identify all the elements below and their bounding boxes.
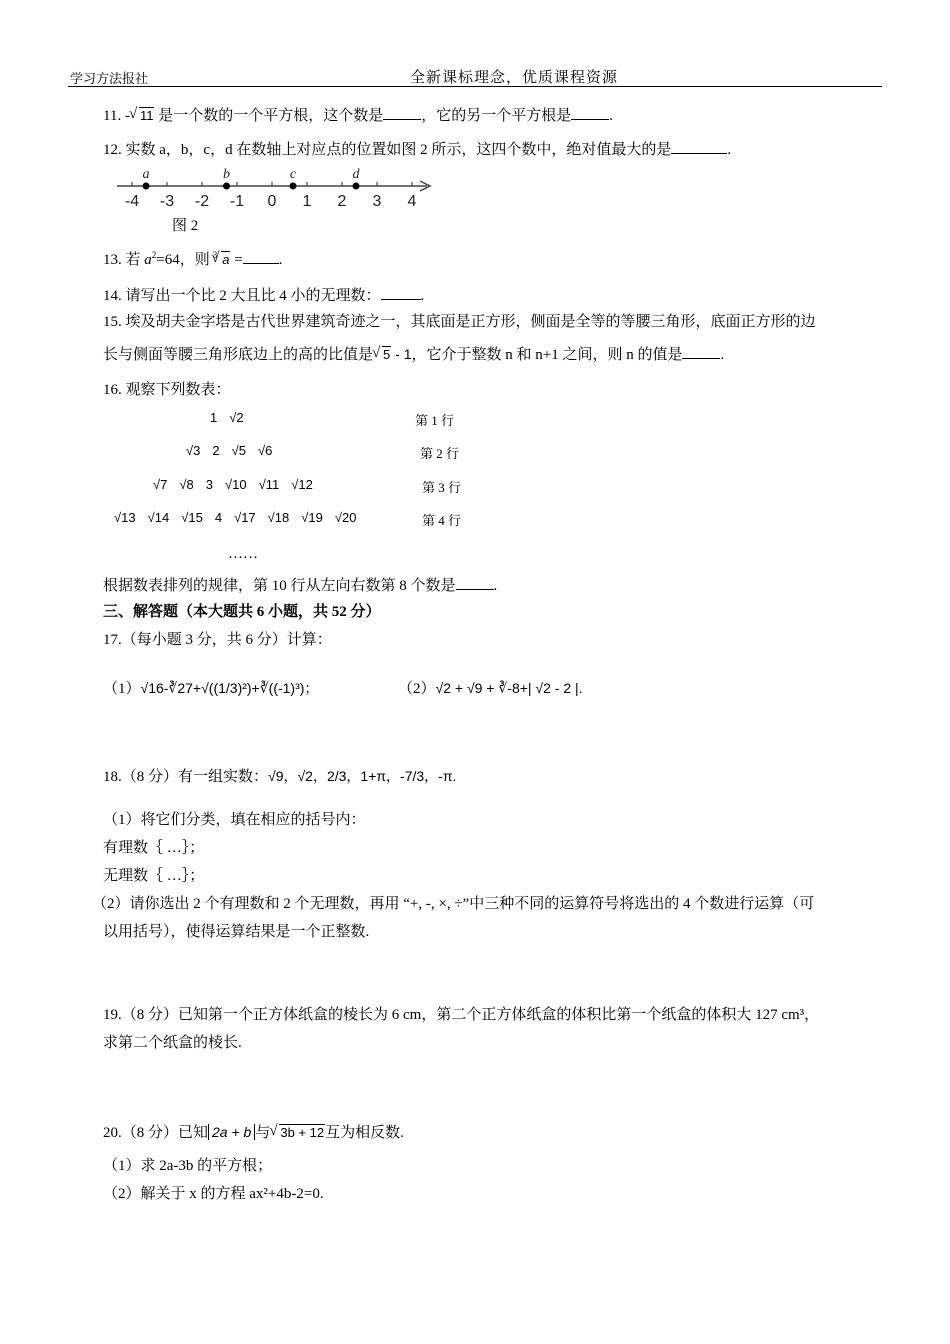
row-label-1: 第 1 行 <box>415 413 455 428</box>
answer-blank[interactable] <box>571 119 609 120</box>
abs-value: 2a + b <box>208 1124 255 1140</box>
question-18-part1: （1）将它们分类，填在相应的括号内： <box>103 812 366 828</box>
question-15-line2: 长与侧面等腰三角形底边上的高的比值是√ 5 - 1，它介于整数 n 和 n+1 之间，则 n 的值是 . <box>103 343 724 364</box>
question-13: 13. 若 $a^2=64$，则 $^3$√ a = . <box>103 248 282 269</box>
rational-set: 有理数｛ …｝； <box>103 840 205 856</box>
question-18-part2-line2: 以用括号），使得运算结果是一个正整数. <box>103 924 370 940</box>
tick-label: -4 <box>124 193 140 210</box>
tick-label: 3 <box>372 193 382 210</box>
row-label-2: 第 2 行 <box>420 446 460 461</box>
answer-blank[interactable] <box>243 263 279 264</box>
tick-label: 4 <box>407 193 417 210</box>
point-label-d: d <box>352 167 360 182</box>
header-slogan: 全新课标理念，优质课程资源 <box>410 70 619 86</box>
point-label-b: b <box>223 167 230 182</box>
table-ellipsis: …… <box>228 546 258 562</box>
row-label-4: 第 4 行 <box>422 513 462 528</box>
cube-root-a: √ a <box>213 252 230 269</box>
tick-label: -3 <box>159 193 175 210</box>
point-label-c: c <box>289 167 297 182</box>
question-15-line1: 15. 埃及胡夫金字塔是古代世界建筑奇迹之一，其底面是正方形，侧面是全等的等腰三角形，底面正方形的边 <box>103 314 816 330</box>
tick-label: 0 <box>267 193 277 210</box>
point-c <box>290 183 297 190</box>
answer-blank[interactable] <box>383 119 421 120</box>
point-d <box>353 183 360 190</box>
question-17-title: 17.（每小题 3 分，共 6 分）计算： <box>103 632 332 648</box>
sqrt-11: √ 11 <box>131 108 155 125</box>
number-line-figure <box>112 162 442 212</box>
tick-label: 1 <box>302 193 312 210</box>
question-17-part1: （1）√16-∛27+√((1/3)²)+∛((-1)³)； <box>103 680 319 697</box>
tick-label: 2 <box>337 193 347 210</box>
header-publisher: 学习方法报社 <box>70 71 149 86</box>
tick-label: -1 <box>229 193 245 210</box>
tick-label: -2 <box>194 193 210 210</box>
answer-blank[interactable] <box>671 153 727 154</box>
row-label-3: 第 3 行 <box>422 480 462 495</box>
table-row-4: √13 √14 √15 4 √17 √18 √19 √20 <box>114 510 357 525</box>
question-11: 11. -√ 11 是一个数的一个平方根，这个数是 ，它的另一个平方根是 . <box>103 104 613 125</box>
point-a <box>143 183 150 190</box>
question-20-title: 20.（8 分）已知 2a + b 与√ 3b + 12互为相反数. <box>103 1121 404 1142</box>
table-row-3: √7 √8 3 √10 √11 √12 <box>153 477 313 492</box>
question-20-part2: （2）解关于 x 的方程 ax²+4b-2=0. <box>103 1186 324 1202</box>
question-18-title: 18.（8 分）有一组实数：√9，√2，2/3，1+π，-7/3，-π. <box>103 768 457 785</box>
irrational-set: 无理数｛ …｝； <box>103 868 205 884</box>
point-label-a: a <box>142 167 150 182</box>
question-16-ask: 根据数表排列的规律，第 10 行从左向右数第 8 个数是 . <box>103 578 498 594</box>
question-14: 14. 请写出一个比 2 大且比 4 小的无理数： . <box>103 288 425 304</box>
figure-caption: 图 2 <box>172 218 199 234</box>
question-19-line1: 19.（8 分）已知第一个正方体纸盒的棱长为 6 cm，第二个正方体纸盒的体积比第一个纸盒的体积大 127 cm³， <box>103 1007 820 1023</box>
table-row-1: 1 √2 <box>210 410 244 425</box>
answer-blank[interactable] <box>456 589 494 590</box>
sqrt-5: √ 5 <box>374 347 391 364</box>
point-b <box>223 183 230 190</box>
question-18-part2-line1: （2）请你选出 2 个有理数和 2 个无理数，再用 “+, -, ×, ÷”中三种不同的运算符号将选出的 4 个数进行运算（可 <box>92 896 815 912</box>
question-17-part2: （2）√2 + √9 + ∛-8+| √2 - 2 |. <box>398 680 583 697</box>
table-row-2: √3 2 √5 √6 <box>186 443 273 458</box>
question-20-part1: （1）求 2a-3b 的平方根； <box>103 1158 273 1174</box>
answer-blank[interactable] <box>381 299 421 300</box>
question-12: 12. 实数 a，b，c，d 在数轴上对应点的位置如图 2 所示，这四个数中，绝对值最大的是 . <box>103 142 732 158</box>
question-16-title: 16. 观察下列数表： <box>103 382 231 398</box>
sqrt-3b-12: √ 3b + 12 <box>271 1125 325 1142</box>
question-19-line2: 求第二个纸盒的棱长. <box>103 1035 242 1051</box>
answer-blank[interactable] <box>682 358 720 359</box>
header-divider <box>68 86 882 87</box>
section-heading: 三、解答题（本大题共 6 小题，共 52 分） <box>103 604 381 620</box>
